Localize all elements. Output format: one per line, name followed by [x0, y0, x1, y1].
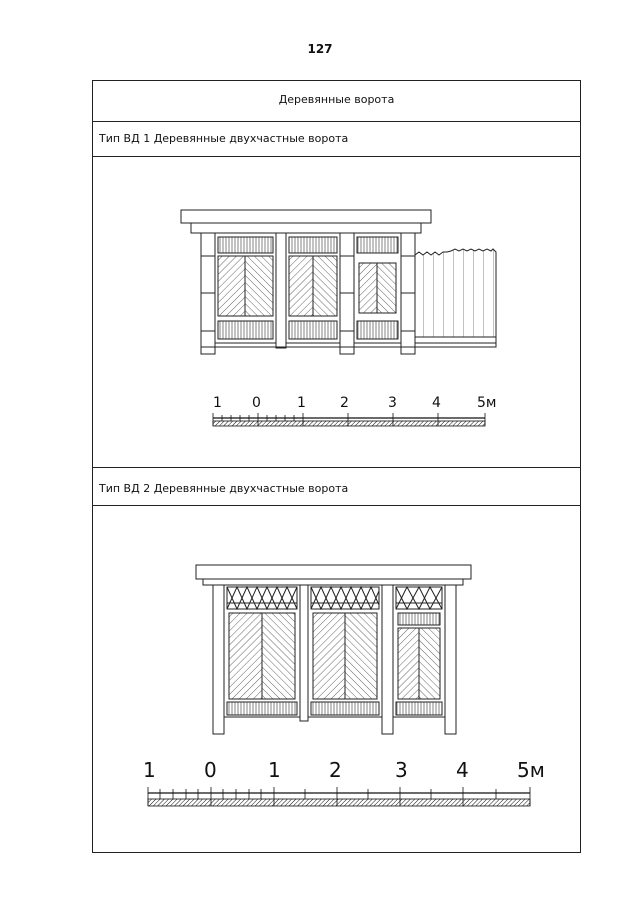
- type1-scale-label-3: 2: [340, 395, 349, 411]
- type2-scale-label-5: 4: [456, 758, 469, 782]
- type2-scale-label-6: 5м: [517, 758, 545, 782]
- type2-scale-label-3: 2: [329, 758, 342, 782]
- type1-scale-label-5: 4: [432, 395, 441, 411]
- type1-scale-bar: [213, 395, 496, 426]
- type1-scale-label-6: 5м: [477, 395, 497, 411]
- type2-scale-label-1: 0: [204, 758, 217, 782]
- drawings-canvas: [93, 81, 582, 854]
- type2-gate-drawing: [196, 565, 471, 734]
- type2-scale-label-2: 1: [268, 758, 281, 782]
- page-number: 127: [307, 42, 333, 56]
- type2-scale-label-0: 1: [143, 758, 156, 782]
- type1-scale-label-4: 3: [388, 395, 397, 411]
- sheet-title: Деревянные ворота: [278, 93, 395, 106]
- type1-scale-label-1: 0: [252, 395, 261, 411]
- type1-caption: Тип ВД 1 Деревянные двухчастные ворота: [99, 132, 349, 145]
- drawing-sheet: [92, 80, 581, 853]
- type2-scale-label-4: 3: [395, 758, 408, 782]
- type2-caption: Тип ВД 2 Деревянные двухчастные ворота: [99, 482, 349, 495]
- type1-scale-label-2: 1: [297, 395, 306, 411]
- type2-scale-bar: [143, 758, 545, 806]
- type1-gate-drawing: [181, 210, 496, 354]
- type1-scale-label-0: 1: [213, 395, 222, 411]
